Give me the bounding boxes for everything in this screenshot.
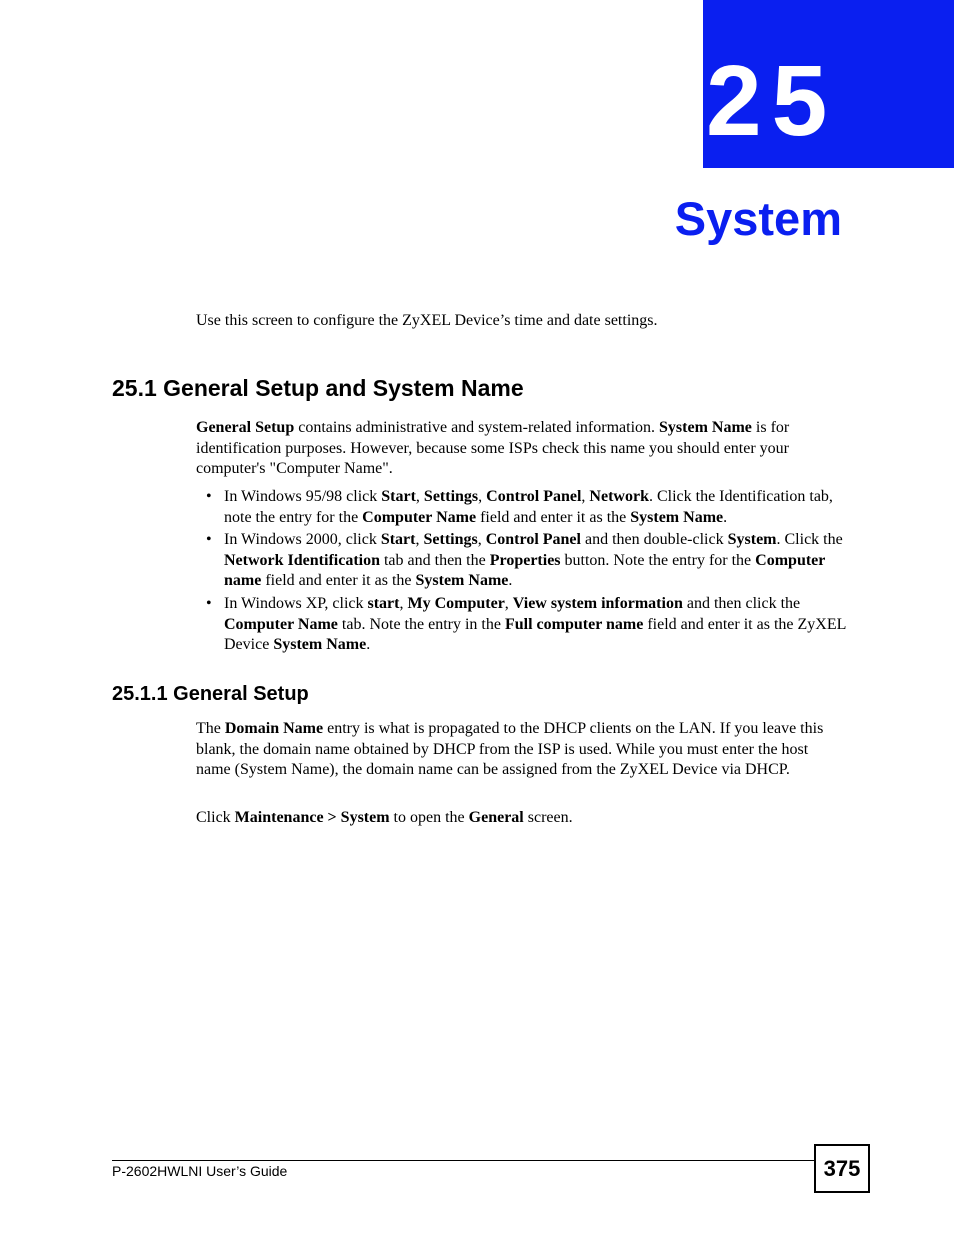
bold-text: Network bbox=[589, 488, 649, 505]
bold-text: General Setup bbox=[196, 419, 295, 436]
text: . bbox=[366, 636, 371, 653]
text: screen. bbox=[523, 809, 573, 826]
text: and then double-click bbox=[580, 531, 728, 548]
text: . bbox=[508, 572, 513, 589]
subsection-heading: 25.1.1 General Setup bbox=[112, 683, 309, 705]
text: In Windows 95/98 click bbox=[224, 488, 382, 505]
text: , bbox=[399, 595, 408, 612]
text: . Click the Identification tab, note the entry for the bbox=[224, 488, 833, 526]
bold-text: Properties bbox=[489, 551, 561, 569]
text: The bbox=[196, 720, 225, 737]
text: field and enter it as the bbox=[476, 508, 631, 526]
bullet-marker: • bbox=[206, 488, 212, 505]
bold-text: Control Panel bbox=[486, 488, 582, 505]
bold-text: Settings bbox=[423, 488, 479, 505]
bullet-text bbox=[224, 594, 846, 656]
bold-text: System Name bbox=[659, 419, 752, 436]
text: button. Note the entry for the bbox=[560, 551, 756, 569]
text: entry is what is propagated to the DHCP clients on the LAN. If you leave this blank, the domain name obtained by DHCP from the ISP is used. While you must enter the host name (System Name), the domain name can be assigned from the ZyXEL Device via DHCP. bbox=[196, 720, 824, 778]
text: In Windows XP, click bbox=[224, 595, 368, 612]
bold-text: Maintenance > System bbox=[234, 809, 390, 826]
section-paragraph bbox=[196, 418, 846, 480]
chapter-title: System bbox=[674, 192, 842, 245]
text: , bbox=[415, 488, 424, 505]
text: is for identification purposes. However, because some ISPs check this name you should enter your computer's "Computer Name". bbox=[196, 419, 790, 477]
bullet-marker: • bbox=[206, 595, 212, 612]
text: , bbox=[415, 531, 424, 548]
bold-text: View system information bbox=[512, 595, 683, 612]
page-number: 375 bbox=[814, 1144, 870, 1193]
text: contains administrative and system-related information. bbox=[294, 419, 660, 436]
text: field and enter it as the ZyXEL Device bbox=[224, 615, 846, 653]
text: , bbox=[477, 531, 486, 548]
text: Click bbox=[196, 809, 235, 826]
intro-paragraph: Use this screen to configure the ZyXEL Device’s time and date settings. bbox=[196, 312, 658, 329]
text: and then click the bbox=[682, 595, 801, 612]
bold-text: Computer Name bbox=[362, 508, 477, 526]
bullet-text bbox=[224, 487, 846, 528]
bold-text: Control Panel bbox=[485, 531, 581, 548]
bold-text: My Computer bbox=[407, 595, 505, 612]
subsection-paragraph bbox=[196, 719, 846, 781]
chapter-number: 25 bbox=[706, 45, 838, 157]
text: In Windows 2000, click bbox=[224, 531, 381, 548]
instruction-paragraph bbox=[196, 808, 846, 829]
bold-text: Computer name bbox=[224, 551, 826, 589]
footer-divider bbox=[112, 1160, 815, 1161]
bold-text: Domain Name bbox=[224, 720, 324, 737]
text: tab. Note the entry in the bbox=[337, 615, 505, 633]
text: tab and then the bbox=[379, 551, 490, 569]
bold-text: System bbox=[727, 531, 777, 548]
text: . Click the bbox=[776, 531, 843, 548]
bold-text: Start bbox=[380, 531, 416, 548]
text: , bbox=[581, 488, 590, 505]
bullet-item bbox=[206, 487, 846, 528]
bullet-item bbox=[206, 594, 846, 656]
bold-text: System Name bbox=[415, 572, 509, 589]
bold-text: Network Identification bbox=[224, 551, 380, 569]
text: , bbox=[478, 488, 487, 505]
bold-text: General bbox=[468, 809, 524, 826]
bold-text: Settings bbox=[423, 531, 478, 548]
bullet-marker: • bbox=[206, 531, 212, 548]
bold-text: Full computer name bbox=[504, 615, 644, 633]
bold-text: System Name bbox=[630, 508, 724, 526]
bold-text: Computer Name bbox=[224, 615, 338, 633]
text: to open the bbox=[389, 809, 469, 826]
footer-guide-title: P-2602HWLNI User’s Guide bbox=[112, 1163, 288, 1179]
bold-text: Start bbox=[381, 488, 416, 505]
bullet-text bbox=[224, 530, 846, 592]
bold-text: System Name bbox=[273, 636, 367, 653]
bold-text: start bbox=[367, 595, 400, 612]
text: , bbox=[504, 595, 513, 612]
text: . bbox=[723, 508, 728, 526]
section-heading: 25.1 General Setup and System Name bbox=[112, 375, 524, 401]
bullet-item bbox=[206, 530, 846, 592]
text: field and enter it as the bbox=[261, 572, 416, 589]
